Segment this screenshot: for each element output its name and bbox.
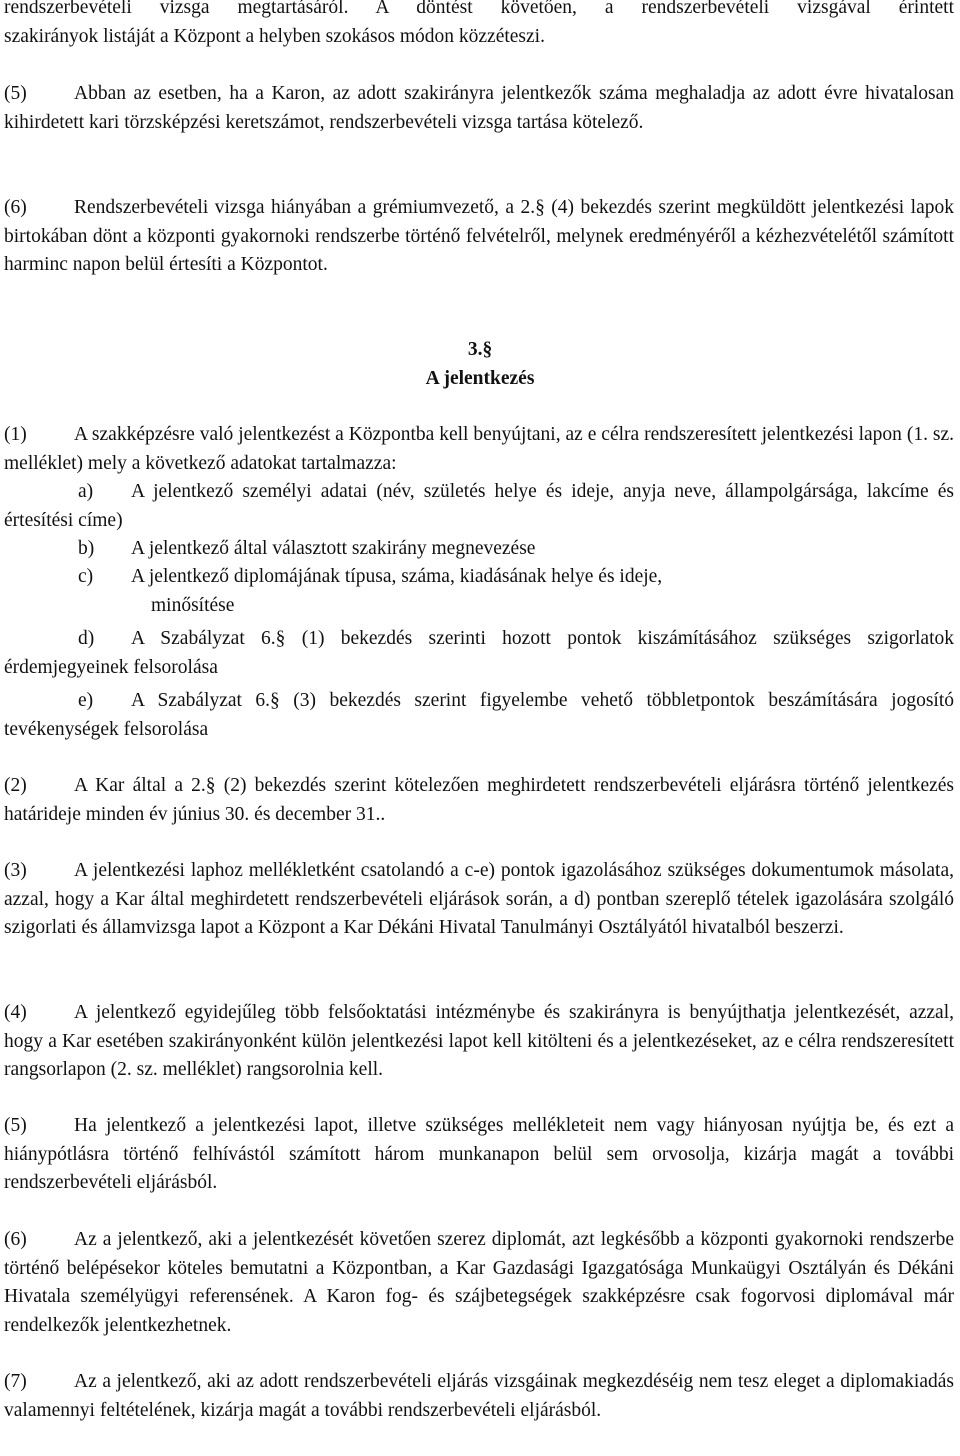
paragraph-number: (3) [4,860,27,881]
paragraph-text: A szakképzésre való jelentkezést a Központba kell benyújtani, az e célra rendszeresített jelentkezési lapon (1. sz. melléklet) mely a következő adatokat tartalmazza: [4,424,954,474]
list-label: a) [78,481,94,502]
paragraph-3-3 [4,857,954,943]
paragraph-text: A jelentkezési laphoz mellékletként csatolandó a c-e) pontok igazolásához szükséges dokumentumok másolata, azzal, hogy a Kar által meghirdetett rendszerbevételi eljárások során, a d) pontban szereplő tételek igazolására szolgáló szigorlati és államvizsga lapot a Központ a Kar Dékáni Hivatal Tanulmányi Osztályától hivatalból beszerzi. [4,860,954,938]
carryover-paragraph [4,0,954,51]
list-label: e) [78,690,94,711]
list-item-d [4,625,954,682]
carryover-line-2: szakirányok listáját a Központ a helyben szokásos módon közzéteszi. [4,25,545,47]
list-text: A Szabályzat 6.§ (1) bekezdés szerinti hozott pontok kiszámításához szükséges szigorlatok érdemjegyeinek felsorolása [4,628,954,678]
paragraph-number: (1) [4,424,27,445]
list-text: A Szabályzat 6.§ (3) bekezdés szerint figyelembe vehető többletpontok beszámítására jogosító tevékenységek felsorolása [4,690,954,740]
paragraph-text: A Kar által a 2.§ (2) bekezdés szerint kötelezően meghirdetett rendszerbevételi eljárásra történő jelentkezés határideje minden év június 30. és december 31.. [4,775,954,825]
list-item-b [4,535,954,564]
list-text-continued: minősítése [151,594,235,616]
paragraph-number: (4) [4,1002,27,1023]
carryover-line-1: rendszerbevételi vizsga megtartásáról. A döntést követően, a rendszerbevételi vizsgával érintett [4,0,954,18]
paragraph-text: Ha jelentkező a jelentkezési lapot, illetve szükséges mellékleteit nem vagy hiányosan nyújtja be, és ezt a hiánypótlásra történő felhívástól számított három munkanapon belül sem orvosolja, kizárja magát a további rendszerbevételi eljárásból. [4,1115,954,1193]
list-item-e [4,687,954,744]
list-item-a [4,478,954,535]
list-text: A jelentkező diplomájának típusa, száma, kiadásának helye és ideje, [131,566,663,587]
paragraph-3-6 [4,1226,954,1340]
paragraph-text: A jelentkező egyidejűleg több felsőoktatási intézménybe és szakirányra is benyújthatja jelentkezését, azzal, hogy a Kar esetében szakirányonként külön jelentkezési lapot kell kitölteni és a jelentkezéseket, az e célra rendszeresített rangsorlapon (2. sz. melléklet) rangsorolnia kell. [4,1002,954,1080]
paragraph-text: Abban az esetben, ha a Karon, az adott szakirányra jelentkezők száma meghaladja az adott évre hivatalosan kihirdetett kari törzsképzési keretszámot, rendszerbevételi vizsga tartása kötelező. [4,83,954,133]
paragraph-2-6 [4,194,954,280]
paragraph-number: (5) [4,83,27,104]
paragraph-3-4 [4,999,954,1085]
section-number: 3.§ [467,339,493,360]
list-text: A jelentkező által választott szakirány megnevezése [131,538,536,559]
section-title: A jelentkezés [425,367,535,389]
paragraph-3-2 [4,772,954,829]
paragraph-3-1 [4,421,954,478]
paragraph-text: Az a jelentkező, aki az adott rendszerbevételi eljárás vizsgáinak megkezdéséig nem tesz eleget a diplomakiadás valamennyi feltételének, kizárja magát a további rendszerbevételi eljárásból. [4,1371,954,1421]
list-item-c [4,563,954,620]
paragraph-number: (2) [4,775,27,796]
paragraph-3-5 [4,1112,954,1198]
paragraph-number: (6) [4,1229,27,1250]
paragraph-text: Rendszerbevételi vizsga hiányában a grémiumvezető, a 2.§ (4) bekezdés szerint megküldött jelentkezési lapok birtokában dönt a központi gyakornoki rendszerbe történő felvételről, melynek eredményéről a kézhezvételétől számított harminc napon belül értesíti a Központot. [4,197,954,275]
paragraph-number: (5) [4,1115,27,1136]
list-label: d) [78,628,95,649]
paragraph-number: (7) [4,1371,27,1392]
paragraph-2-5 [4,80,954,137]
paragraph-3-7 [4,1368,954,1425]
list-text: A jelentkező személyi adatai (név, születés helye és ideje, anyja neve, állampolgársága, lakcíme és értesítési címe) [4,481,954,531]
paragraph-number: (6) [4,197,27,218]
list-label: b) [78,538,95,559]
section-heading [0,336,960,393]
list-label: c) [78,566,94,587]
paragraph-text: Az a jelentkező, aki a jelentkezését követően szerez diplomát, azt legkésőbb a központi gyakornoki rendszerbe történő belépésekor köteles bemutatni a Központban, a Kar Gazdasági Igazgatósága Munkaügyi Osztályán és Dékáni Hivatala személyügyi referensének. A Karon fog- és szájbetegségek szakképzésre csak fogorvosi diplomával már rendelkezők jelentkezhetnek. [4,1229,954,1336]
